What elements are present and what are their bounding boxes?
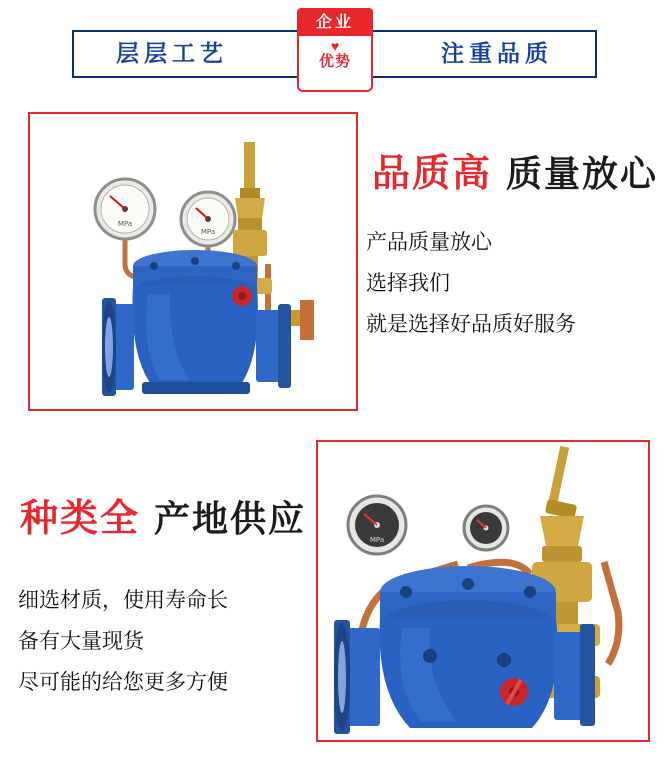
section2-headline	[20, 487, 306, 542]
svg-text:MPa: MPa	[200, 228, 216, 236]
header-slogan-left: 层层工艺	[116, 41, 228, 67]
section2-headline-red: 种类全	[20, 496, 141, 540]
section2-headline-dark: 产地供应	[154, 499, 307, 540]
heart-icon: ♥	[330, 38, 340, 54]
section2-body-line-2: 备有大量现货	[18, 629, 144, 653]
section1-headline	[372, 142, 658, 197]
section1-headline-dark: 质量放心	[506, 154, 659, 195]
section1-body-line-3: 就是选择好品质好服务	[366, 312, 576, 336]
svg-text:MPa: MPa	[369, 536, 385, 544]
section1-body	[366, 222, 576, 345]
header-slogan-right: 注重品质	[441, 41, 553, 67]
badge-bottom-label: 优势	[318, 52, 351, 70]
badge-bottom-box	[297, 36, 373, 92]
section1-body-line-2: 选择我们	[366, 271, 450, 295]
section1-body-line-1: 产品质量放心	[366, 230, 492, 254]
section2-body-line-1: 细选材质，使用寿命长	[18, 588, 228, 612]
header-banner	[0, 0, 669, 100]
section2-body	[18, 580, 228, 703]
enterprise-advantage-badge	[297, 8, 373, 92]
section2-body-line-3: 尽可能的给您更多方便	[18, 670, 228, 694]
valve-illustration-2	[318, 442, 644, 736]
product-photo-2	[316, 440, 650, 742]
badge-top-label: 企业	[297, 8, 373, 36]
svg-text:MPa: MPa	[117, 220, 133, 228]
product-photo-1	[28, 112, 358, 411]
valve-illustration-1	[30, 114, 352, 405]
section1-headline-red: 品质高	[372, 151, 493, 195]
